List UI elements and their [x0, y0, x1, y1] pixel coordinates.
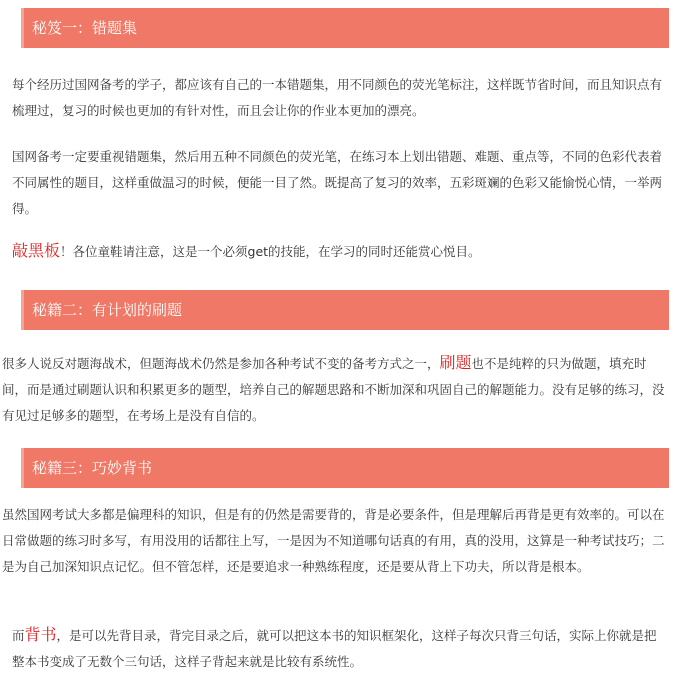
section3-paragraph-2 [12, 622, 667, 675]
section1-note [12, 238, 662, 265]
section1-title: 秘笈一：错题集 [32, 19, 138, 37]
section2-keyword: 刷题 [439, 353, 472, 372]
section2-text-before: 很多人说反对题海战术，但题海战术仍然是参加各种考试不变的备考方式之一， [2, 356, 440, 371]
section3-keyword: 背书 [24, 625, 57, 644]
section2-text-after: 也不是纯粹的只为做题，填充时间，而是通过刷题认识和积累更多的题型，培养自己的解题思路和不断加深和巩固自己的解题能力。没有足够的练习，没有见过足够多的题型，在考场上是没有自信的。 [2, 356, 665, 423]
section1-paragraph-1: 每个经历过国网备考的学子，都应该有自己的一本错题集，用不同颜色的荧光笔标注，这样既节省时间，而且知识点有梳理过，复习的时候也更加的有针对性，而且会让你的作业本更加的漂亮。 [12, 77, 663, 118]
section2-header [21, 290, 669, 330]
note-keyword: 敲黑板 [12, 241, 61, 260]
section1-header [21, 8, 669, 48]
section3-text-prefix: 而 [12, 628, 25, 643]
note-text: ！各位童鞋请注意，这是一个必须get的技能，在学习的同时还能赏心悦目。 [60, 244, 481, 259]
section3-title: 秘籍三：巧妙背书 [32, 459, 153, 477]
section3-header [21, 448, 669, 488]
section3-paragraph-1: 虽然国网考试大多都是偏理科的知识，但是有的仍然是需要背的，背是必要条件，但是理解后再背是更有效率的。可以在日常做题的练习时多写，有用没用的话都往上写，一是因为不知道哪句话真的有用，真的没用，这算是一种考试技巧；二是为自己加深知识点记忆。但不管怎样，还是要追求一种熟练程度，还是要从背上下功夫，所以背是根本。 [2, 507, 665, 574]
section1-paragraph-2: 国网备考一定要重视错题集，然后用五种不同颜色的荧光笔，在练习本上划出错题、难题、重点等，不同的色彩代表着不同属性的题目，这样重做温习的时候，便能一目了然。既提高了复习的效率，五彩斑斓的色彩又能愉悦心情，一举两得。 [12, 149, 663, 216]
section2-paragraph [2, 350, 670, 429]
section3-text-rest: ，是可以先背目录，背完目录之后，就可以把这本书的知识框架化，这样子每次只背三句话，实际上你就是把整本书变成了无数个三句话，这样子背起来就是比较有系统性。 [12, 628, 657, 669]
section2-title: 秘籍二：有计划的刷题 [32, 301, 183, 319]
